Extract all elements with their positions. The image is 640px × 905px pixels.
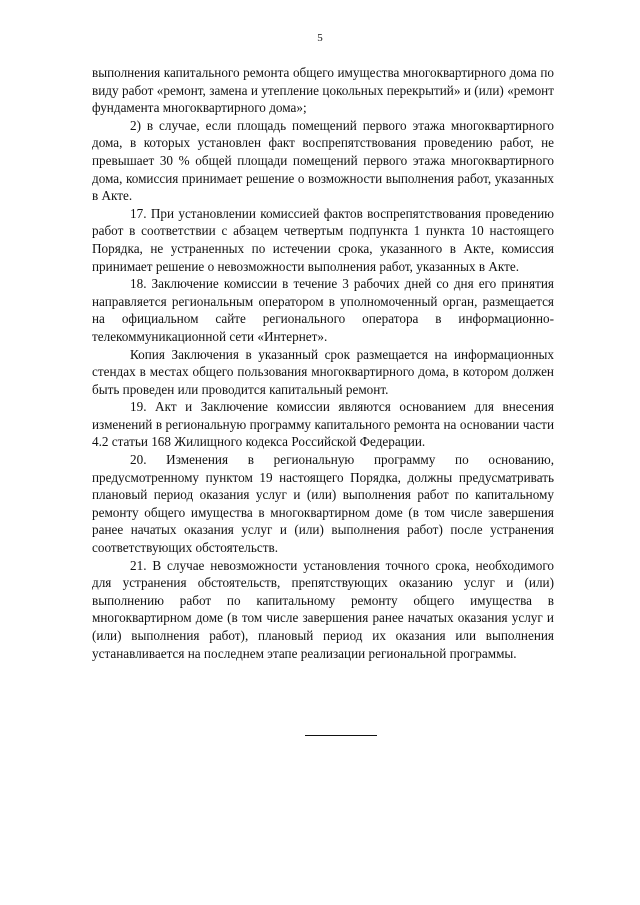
paragraph-18: 18. Заключение комиссии в течение 3 рабочих дней со дня его принятия направляется региональным оператором в уполномоченный орган, размещается на официальном сайте регионального оператора в информационно-телекоммуникационной сети «Интернет». bbox=[92, 276, 554, 344]
paragraph-continuation: выполнения капитального ремонта общего имущества многоквартирного дома по виду работ «ремонт, замена и утепление цокольных перекрытий» и (или) «ремонт фундамента многоквартирного дома»; bbox=[92, 65, 554, 116]
page-number: 5 bbox=[317, 32, 323, 44]
paragraph-copy-of-conclusion: Копия Заключения в указанный срок размещается на информационных стендах в местах общего пользования многоквартирного дома, в котором должен быть проведен или проводится капитальный ремонт. bbox=[92, 346, 554, 397]
paragraph-21: 21. В случае невозможности установления точного срока, необходимого для устранения обстоятельств, препятствующих оказанию услуг и (или) выполнению работ по капитальному ремонту общего имущества в многоквартирном доме (в том числе завершения ранее начатых оказания услуг и (или) выполнения работ), плановый период их оказания или выполнения устанавливается на последнем этапе реализации региональной программы. bbox=[92, 557, 554, 661]
paragraph-19: 19. Акт и Заключение комиссии являются основанием для внесения изменений в региональную программу капитального ремонта на основании части 4.2 статьи 168 Жилищного кодекса Российской Федерации. bbox=[92, 399, 554, 450]
paragraph-item-2: 2) в случае, если площадь помещений первого этажа многоквартирного дома, в которых установлен факт воспрепятствования проведению работ, не превышает 30 % общей площади помещений первого этажа многоквартирного дома, комиссия принимает решение о возможности выполнения работ, указанных в Акте. bbox=[92, 117, 554, 204]
paragraph-17: 17. При установлении комиссией фактов воспрепятствования проведению работ в соответствии с абзацем четвертым подпункта 1 пункта 10 настоящего Порядка, не устраненных по истечении срока, указанного в Акте, комиссия принимает решение о невозможности выполнения работ, указанных в Акте. bbox=[92, 205, 554, 274]
document-body bbox=[92, 64, 554, 662]
paragraph-20: 20. Изменения в региональную программу по основанию, предусмотренному пунктом 19 настоящего Порядка, должны предусматривать плановый период оказания услуг и (или) выполнения работ по капитальному ремонту общего имущества в многоквартирном доме (в том числе завершения ранее начатых оказания услуг и (или) выполнения работ) после устранения соответствующих обстоятельств. bbox=[92, 452, 554, 556]
end-of-document-divider bbox=[305, 735, 377, 736]
